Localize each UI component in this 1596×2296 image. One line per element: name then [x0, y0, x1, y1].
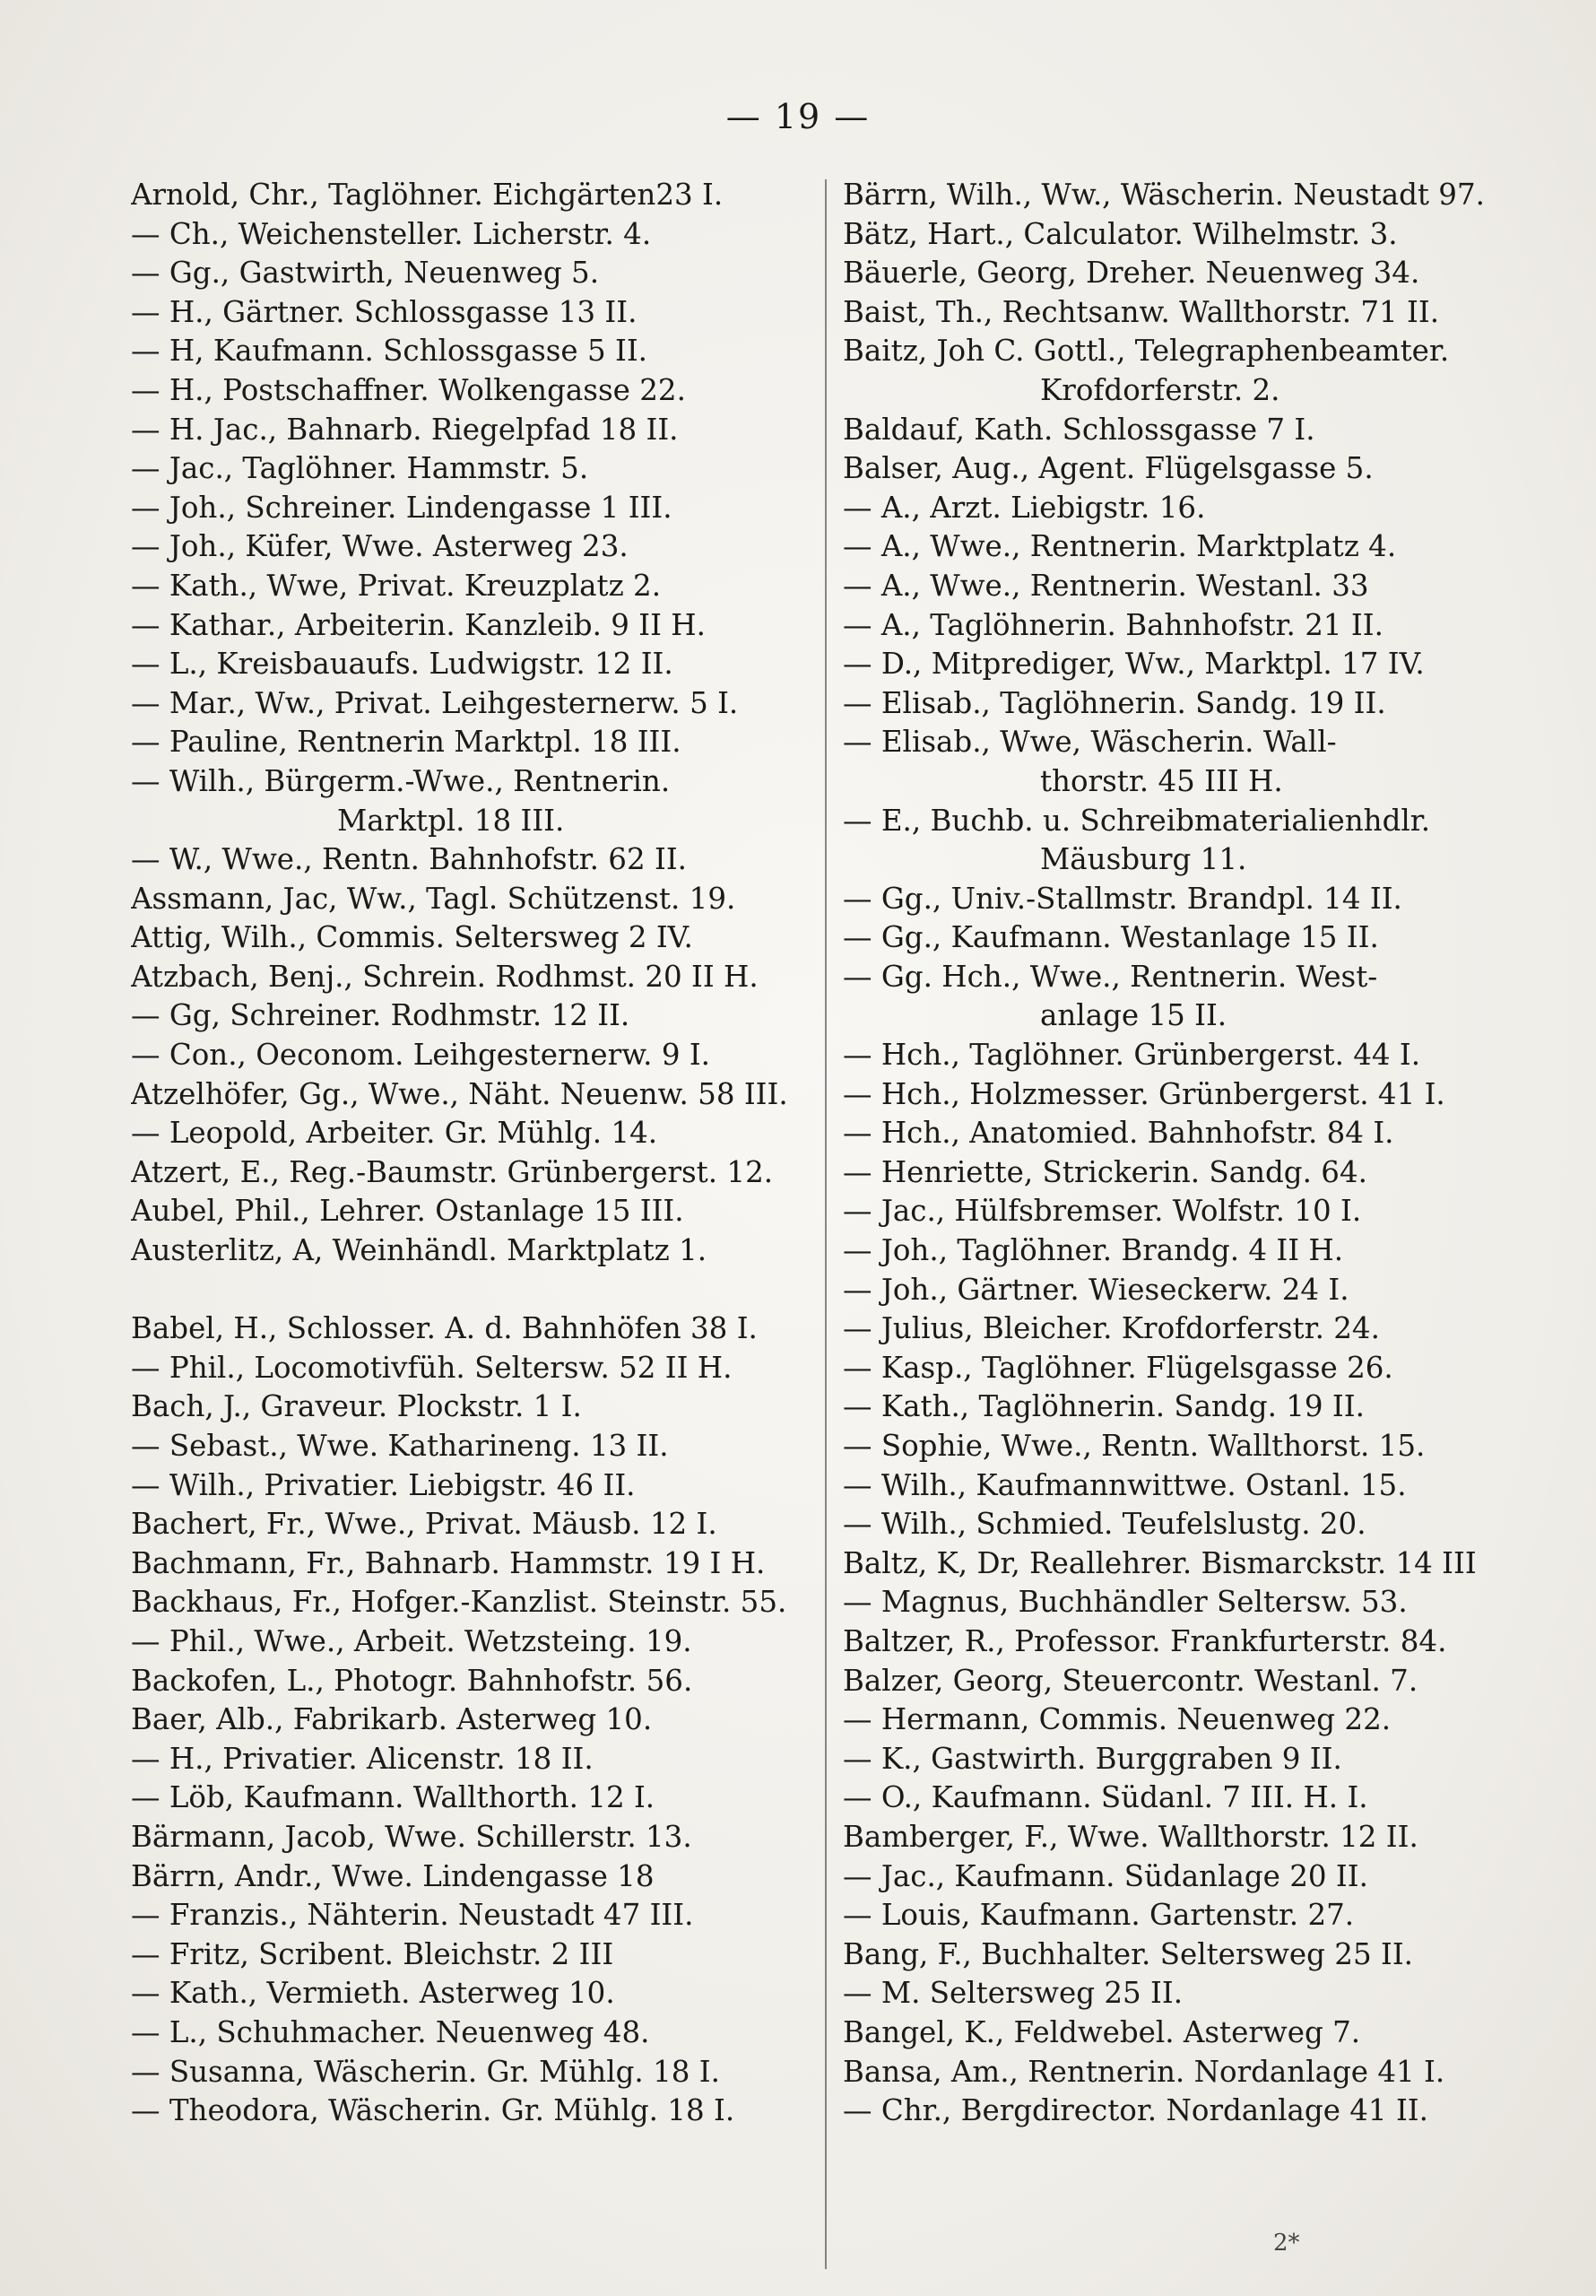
directory-entry: — A., Arzt. Liebigstr. 16. — [843, 490, 1206, 525]
directory-entry: — Kath., Taglöhnerin. Sandg. 19 II. — [843, 1389, 1365, 1424]
directory-entry: Bäuerle, Georg, Dreher. Neuenweg 34. — [843, 256, 1420, 291]
directory-entry: Bach, J., Graveur. Plockstr. 1 I. — [131, 1389, 582, 1424]
directory-entry: Bärrn, Andr., Wwe. Lindengasse 18 — [131, 1858, 655, 1893]
directory-entry: — Phil., Locomotivfüh. Seltersw. 52 II H. — [131, 1350, 733, 1385]
directory-entry: — Franzis., Nähterin. Neustadt 47 III. — [131, 1898, 694, 1933]
directory-entry: — Kathar., Arbeiterin. Kanzleib. 9 II H. — [131, 607, 706, 642]
directory-entry: — Con., Oeconom. Leihgesternerw. 9 I. — [131, 1038, 711, 1073]
directory-entry: Atzbach, Benj., Schrein. Rodhmst. 20 II H. — [131, 959, 759, 994]
directory-entry: — M. Seltersweg 25 II. — [843, 1976, 1184, 2011]
directory-entry: — O., Kaufmann. Südanl. 7 III. H. I. — [843, 1780, 1368, 1815]
column-divider — [825, 179, 827, 2269]
directory-entry: — Löb, Kaufmann. Wallthorth. 12 I. — [131, 1780, 655, 1815]
directory-entry: — Joh., Küfer, Wwe. Asterweg 23. — [131, 529, 629, 564]
directory-entry: Backhaus, Fr., Hofger.-Kanzlist. Steinstr. 55. — [131, 1585, 787, 1620]
directory-entry: Baldauf, Kath. Schlossgasse 7 I. — [843, 412, 1315, 447]
directory-entry: — Hch., Anatomied. Bahnhofstr. 84 I. — [843, 1116, 1394, 1151]
page-number: — 19 — — [725, 97, 871, 136]
directory-entry: — Chr., Bergdirector. Nordanlage 41 II. — [843, 2093, 1428, 2128]
directory-entry: Mäusburg 11. — [1040, 842, 1247, 877]
directory-entry: Baltzer, R., Professor. Frankfurterstr. 84. — [843, 1623, 1447, 1658]
directory-entry: — Joh., Gärtner. Wieseckerw. 24 I. — [843, 1272, 1349, 1307]
directory-entry: — Hch., Taglöhner. Grünbergerst. 44 I. — [843, 1038, 1421, 1073]
directory-entry: Atzert, E., Reg.-Baumstr. Grünbergerst. 12. — [131, 1154, 774, 1189]
directory-entry: Balser, Aug., Agent. Flügelsgasse 5. — [843, 451, 1374, 486]
directory-entry: Bärmann, Jacob, Wwe. Schillerstr. 13. — [131, 1819, 692, 1854]
directory-entry: — Fritz, Scribent. Bleichstr. 2 III — [131, 1936, 614, 1971]
directory-entry: Austerlitz, A, Weinhändl. Marktplatz 1. — [131, 1233, 707, 1268]
left-column — [131, 176, 812, 2131]
directory-entry: Bansa, Am., Rentnerin. Nordanlage 41 I. — [843, 2054, 1445, 2089]
directory-entry: Attig, Wilh., Commis. Seltersweg 2 IV. — [131, 920, 693, 955]
directory-entry: Baitz, Joh C. Gottl., Telegraphenbeamter. — [843, 334, 1450, 369]
directory-entry: Bärrn, Wilh., Ww., Wäscherin. Neustadt 97. — [843, 178, 1485, 212]
directory-entry: — D., Mitprediger, Ww., Marktpl. 17 IV. — [843, 647, 1425, 682]
directory-entry: — W., Wwe., Rentn. Bahnhofstr. 62 II. — [131, 842, 687, 877]
directory-entry: — Joh., Schreiner. Lindengasse 1 III. — [131, 490, 672, 525]
directory-entry: — Leopold, Arbeiter. Gr. Mühlg. 14. — [131, 1116, 658, 1151]
directory-entry: — E., Buchb. u. Schreibmaterialienhdlr. — [843, 803, 1431, 838]
directory-entry: Assmann, Jac, Ww., Tagl. Schützenst. 19. — [131, 881, 736, 916]
directory-entry: — Sebast., Wwe. Katharineng. 13 II. — [131, 1429, 669, 1463]
directory-entry: — Joh., Taglöhner. Brandg. 4 II H. — [843, 1233, 1344, 1268]
directory-entry: — A., Wwe., Rentnerin. Marktplatz 4. — [843, 529, 1397, 564]
directory-entry: — H., Gärtner. Schlossgasse 13 II. — [131, 294, 638, 329]
directory-entry: Backofen, L., Photogr. Bahnhofstr. 56. — [131, 1663, 693, 1698]
directory-entry: — Kasp., Taglöhner. Flügelsgasse 26. — [843, 1350, 1393, 1385]
directory-entry: — H., Postschaffner. Wolkengasse 22. — [131, 372, 686, 407]
directory-entry: Balzer, Georg, Steuercontr. Westanl. 7. — [843, 1663, 1418, 1698]
directory-entry: — Wilh., Kaufmannwittwe. Ostanl. 15. — [843, 1467, 1407, 1502]
directory-entry: — K., Gastwirth. Burggraben 9 II. — [843, 1741, 1342, 1776]
directory-entry: — Henriette, Strickerin. Sandg. 64. — [843, 1154, 1367, 1189]
directory-entry: — Mar., Ww., Privat. Leihgesternerw. 5 I. — [131, 685, 739, 720]
directory-entry: Baer, Alb., Fabrikarb. Asterweg 10. — [131, 1702, 653, 1737]
directory-entry: — A., Wwe., Rentnerin. Westanl. 33 — [843, 568, 1369, 603]
directory-entry: — Gg, Schreiner. Rodhmstr. 12 II. — [131, 998, 630, 1033]
directory-entry: anlage 15 II. — [1040, 998, 1227, 1033]
directory-entry: Bätz, Hart., Calculator. Wilhelmstr. 3. — [843, 216, 1398, 251]
directory-entry: — Wilh., Privatier. Liebigstr. 46 II. — [131, 1467, 636, 1502]
directory-entry: Bang, F., Buchhalter. Seltersweg 25 II. — [843, 1936, 1413, 1971]
signature-mark: 2* — [1273, 2230, 1300, 2257]
directory-entry: — Elisab., Taglöhnerin. Sandg. 19 II. — [843, 685, 1386, 720]
directory-entry: — H., Privatier. Alicenstr. 18 II. — [131, 1741, 594, 1776]
directory-entry: — Sophie, Wwe., Rentn. Wallthorst. 15. — [843, 1429, 1426, 1463]
directory-entry: — H. Jac., Bahnarb. Riegelpfad 18 II. — [131, 412, 679, 447]
directory-entry: — Hermann, Commis. Neuenweg 22. — [843, 1702, 1392, 1737]
directory-entry: — Ch., Weichensteller. Licherstr. 4. — [131, 216, 652, 251]
directory-entry: — Gg., Kaufmann. Westanlage 15 II. — [843, 920, 1379, 955]
directory-entry: Baist, Th., Rechtsanw. Wallthorstr. 71 II. — [843, 294, 1440, 329]
directory-entry: — Kath., Vermieth. Asterweg 10. — [131, 1976, 615, 2011]
directory-entry: Bachmann, Fr., Bahnarb. Hammstr. 19 I H. — [131, 1545, 766, 1580]
directory-entry: — Louis, Kaufmann. Gartenstr. 27. — [843, 1898, 1355, 1933]
directory-entry: — Julius, Bleicher. Krofdorferstr. 24. — [843, 1311, 1380, 1346]
directory-entry — [131, 1271, 812, 1310]
directory-entry: — L., Kreisbauaufs. Ludwigstr. 12 II. — [131, 647, 673, 682]
directory-entry: — Pauline, Rentnerin Marktpl. 18 III. — [131, 725, 681, 760]
directory-entry: — L., Schuhmacher. Neuenweg 48. — [131, 2014, 650, 2049]
right-column — [843, 176, 1524, 2131]
directory-entry: — Gg., Gastwirth, Neuenweg 5. — [131, 256, 600, 291]
directory-entry: — Elisab., Wwe, Wäscherin. Wall- — [843, 725, 1337, 760]
directory-entry: — H, Kaufmann. Schlossgasse 5 II. — [131, 334, 648, 369]
directory-entry: — Jac., Hülfsbremser. Wolfstr. 10 I. — [843, 1194, 1362, 1229]
directory-entry: — Susanna, Wäscherin. Gr. Mühlg. 18 I. — [131, 2054, 720, 2089]
directory-entry: — Gg. Hch., Wwe., Rentnerin. West- — [843, 959, 1378, 994]
directory-entry: — A., Taglöhnerin. Bahnhofstr. 21 II. — [843, 607, 1383, 642]
directory-entry: Baltz, K, Dr, Reallehrer. Bismarckstr. 14 III — [843, 1545, 1477, 1580]
directory-entry: — Magnus, Buchhändler Seltersw. 53. — [843, 1585, 1408, 1620]
directory-entry: Bamberger, F., Wwe. Wallthorstr. 12 II. — [843, 1819, 1418, 1854]
directory-entry: — Jac., Taglöhner. Hammstr. 5. — [131, 451, 589, 486]
directory-entry: Babel, H., Schlosser. A. d. Bahnhöfen 38 I. — [131, 1311, 758, 1346]
directory-entry: — Jac., Kaufmann. Südanlage 20 II. — [843, 1858, 1368, 1893]
directory-entry: — Gg., Univ.-Stallmstr. Brandpl. 14 II. — [843, 881, 1402, 916]
directory-entry: Atzelhöfer, Gg., Wwe., Näht. Neuenw. 58 III. — [131, 1076, 788, 1111]
directory-entry: — Wilh., Bürgerm.-Wwe., Rentnerin. — [131, 763, 671, 798]
directory-entry: Aubel, Phil., Lehrer. Ostanlage 15 III. — [131, 1194, 684, 1229]
directory-entry: — Hch., Holzmesser. Grünbergerst. 41 I. — [843, 1076, 1445, 1111]
directory-entry: — Wilh., Schmied. Teufelslustg. 20. — [843, 1507, 1366, 1542]
directory-entry: Bangel, K., Feldwebel. Asterweg 7. — [843, 2014, 1361, 2049]
directory-entry: Krofdorferstr. 2. — [1040, 372, 1280, 407]
directory-entry: — Kath., Wwe, Privat. Kreuzplatz 2. — [131, 568, 662, 603]
directory-entry: — Theodora, Wäscherin. Gr. Mühlg. 18 I. — [131, 2093, 735, 2128]
directory-entry: — Phil., Wwe., Arbeit. Wetzsteing. 19. — [131, 1623, 692, 1658]
directory-entry: Marktpl. 18 III. — [337, 803, 565, 838]
directory-entry: Arnold, Chr., Taglöhner. Eichgärten23 I. — [131, 178, 724, 212]
directory-entry: Bachert, Fr., Wwe., Privat. Mäusb. 12 I. — [131, 1507, 717, 1542]
directory-entry: thorstr. 45 III H. — [1040, 763, 1283, 798]
